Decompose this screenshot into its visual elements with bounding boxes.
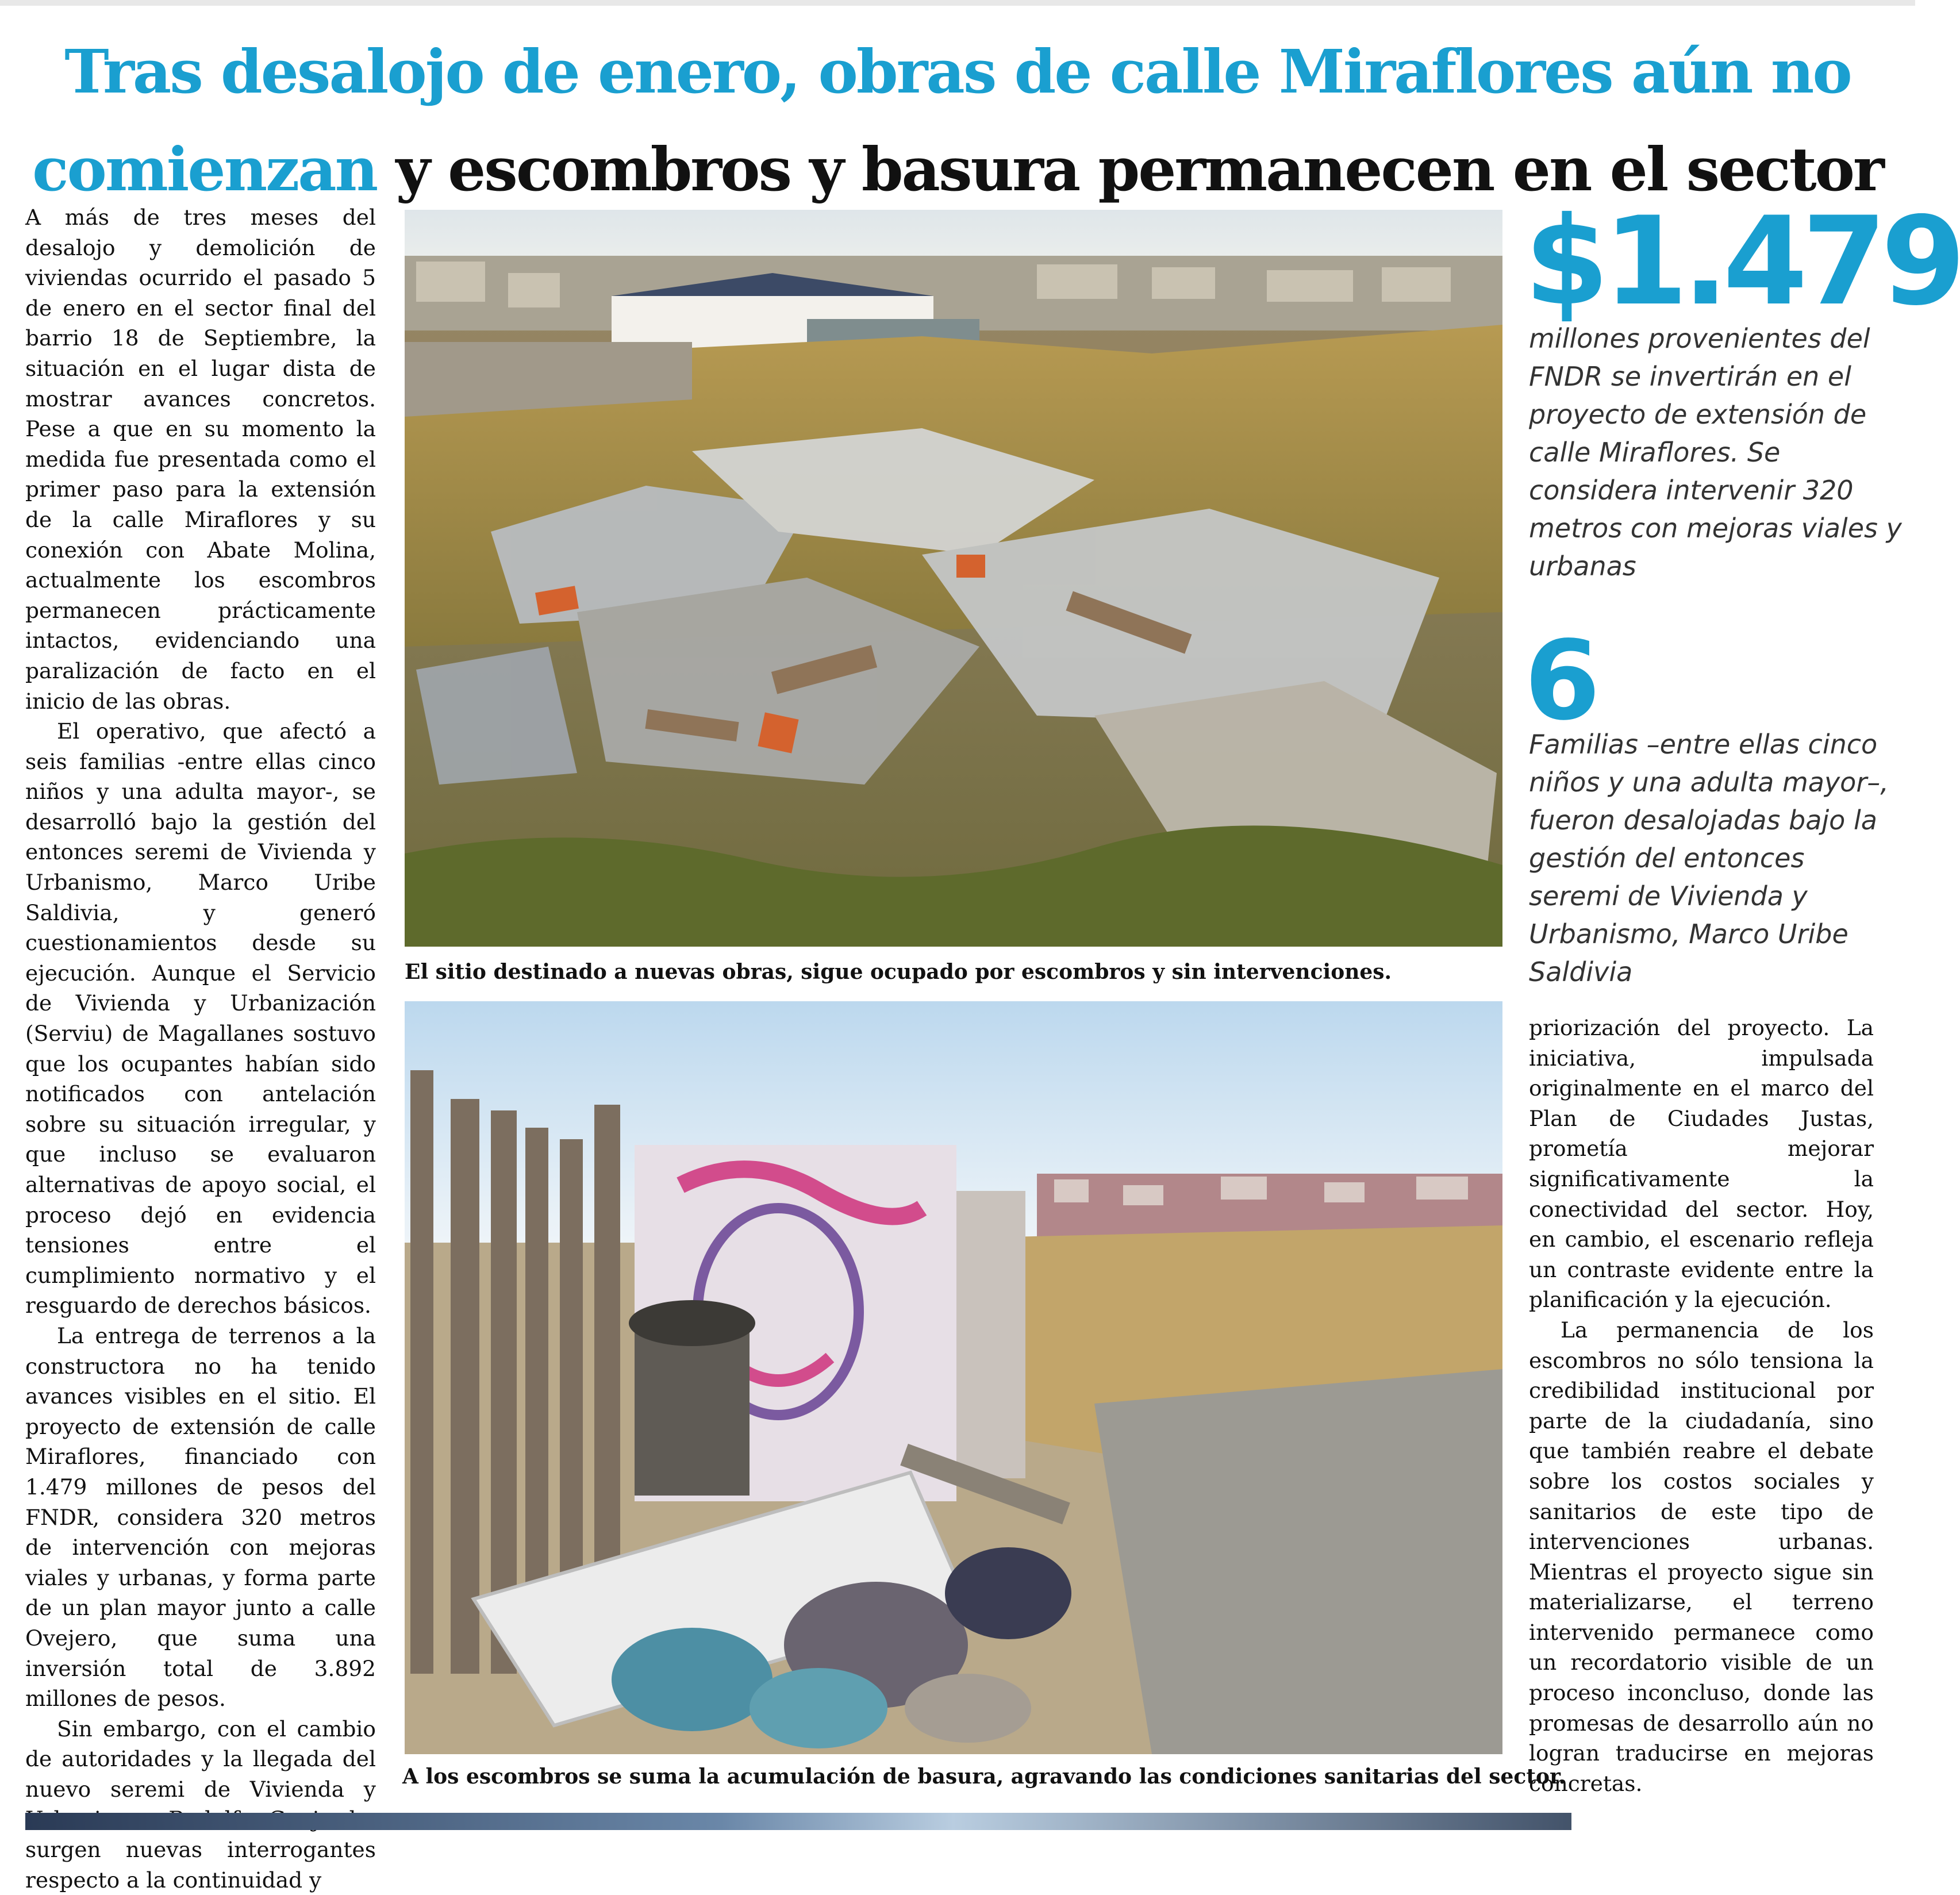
left-paragraph-1: A más de tres meses del desalojo y demolición de viviendas ocurrido el pasado 5 de enero en el sector final del barrio 18 de Septiembre, la situación en el lugar dista de mostrar avances concretos. Pese a que en su momento la medida fue presentada como el primer paso para la extensión de la calle Miraflores y su conexión con Abate Molina, actualmente los escombros permanecen prácticamente intactos, evidenciando una paralización de facto en el inicio de las obras. xyxy=(25,205,376,714)
photo-garbage-fence xyxy=(405,1001,1502,1754)
photo-caption-2: A los escombros se suma la acumulación de basura, agravando las condiciones sanitarias del sector. xyxy=(402,1765,1566,1789)
garbage-fence-illustration xyxy=(405,1001,1502,1754)
right-paragraph-1: priorización del proyecto. La iniciativa, impulsada originalmente en el marco del Plan de Ciudades Justas, prometía mejorar significativamente la conectividad del sector. Hoy, en cambio, el escenario refleja un contraste evidente entre la planificación y la ejecución. xyxy=(1529,1015,1874,1313)
stat-amount: $1.479 xyxy=(1524,190,1960,332)
left-paragraph-2: El operativo, que afectó a seis familias -entre ellas cinco niños y una adulta mayor-, se desarrolló bajo la gestión del entonces seremi de Vivienda y Urbanismo, Marco Uribe Saldivia, y generó cuestionamientos desde su ejecución. Aunque el Servicio de Vivienda y Urbanización (Serviu) de Magallanes sostuvo que los ocupantes habían sido notificados con antelación sobre su situación irregular, y que incluso se evaluaron alternativas de apoyo social, el proceso dejó en evidencia tensiones entre el cumplimiento normativo y el resguardo de derechos básicos. xyxy=(25,718,376,1319)
top-rule xyxy=(0,0,1915,6)
rubble-site-illustration xyxy=(405,210,1502,947)
headline-accent-line-1: Tras desalojo de enero, obras de calle Miraflores aún no xyxy=(64,36,1851,107)
headline-dark-part: y escombros y basura permanecen en el sector xyxy=(376,134,1883,205)
next-article-photo-strip xyxy=(25,1813,1571,1830)
left-paragraph-4: Sin embargo, con el cambio de autoridades y la llegada del nuevo seremi de Vivienda y surgen nuevas interrogantes respecto a la continuidad y xyxy=(25,1716,376,1893)
stat-families: 6 xyxy=(1524,617,1595,744)
photo-caption-1: El sitio destinado a nuevas obras, sigue ocupado por escombros y sin intervenciones. xyxy=(405,960,1392,984)
left-column xyxy=(25,202,376,1893)
headline-accent-line-2: comienzan xyxy=(32,134,377,205)
headline xyxy=(0,23,1915,218)
right-column xyxy=(1529,1013,1874,1798)
stat-amount-description: millones provenientes del FNDR se invertirán en el proyecto de extensión de calle Miraflores. Se considera intervenir 320 metros con mejoras viales y urbanas xyxy=(1529,323,1902,582)
photo-rubble-site xyxy=(405,210,1502,947)
left-paragraph-3: La entrega de terrenos a la constructora no ha tenido avances visibles en el sitio. El proyecto de extensión de calle Miraflores, financiado con 1.479 millones de pesos del FNDR, considera 320 metros de intervención con mejoras viales y urbanas, y forma parte de un plan mayor junto a calle Ovejero, que suma una inversión total de 3.892 millones de pesos. xyxy=(25,1323,376,1712)
stat-families-description: Familias –entre ellas cinco niños y una adulta mayor–, fueron desalojadas bajo la gestión del entonces seremi de Vivienda y Urbanismo, Marco Uribe Saldivia xyxy=(1529,729,1889,987)
right-paragraph-2: La permanencia de los escombros no sólo tensiona la credibilidad institucional por parte de la ciudadanía, sino que también reabre el debate sobre los costos sociales y sanitarios de este tipo de intervenciones urbanas. Mientras el proyecto sigue sin materializarse, el terreno intervenido permanece como un recordatorio visible de un proceso inconcluso, donde las promesas de desarrollo aún no logran traducirse en mejoras concretas. xyxy=(1529,1317,1874,1796)
